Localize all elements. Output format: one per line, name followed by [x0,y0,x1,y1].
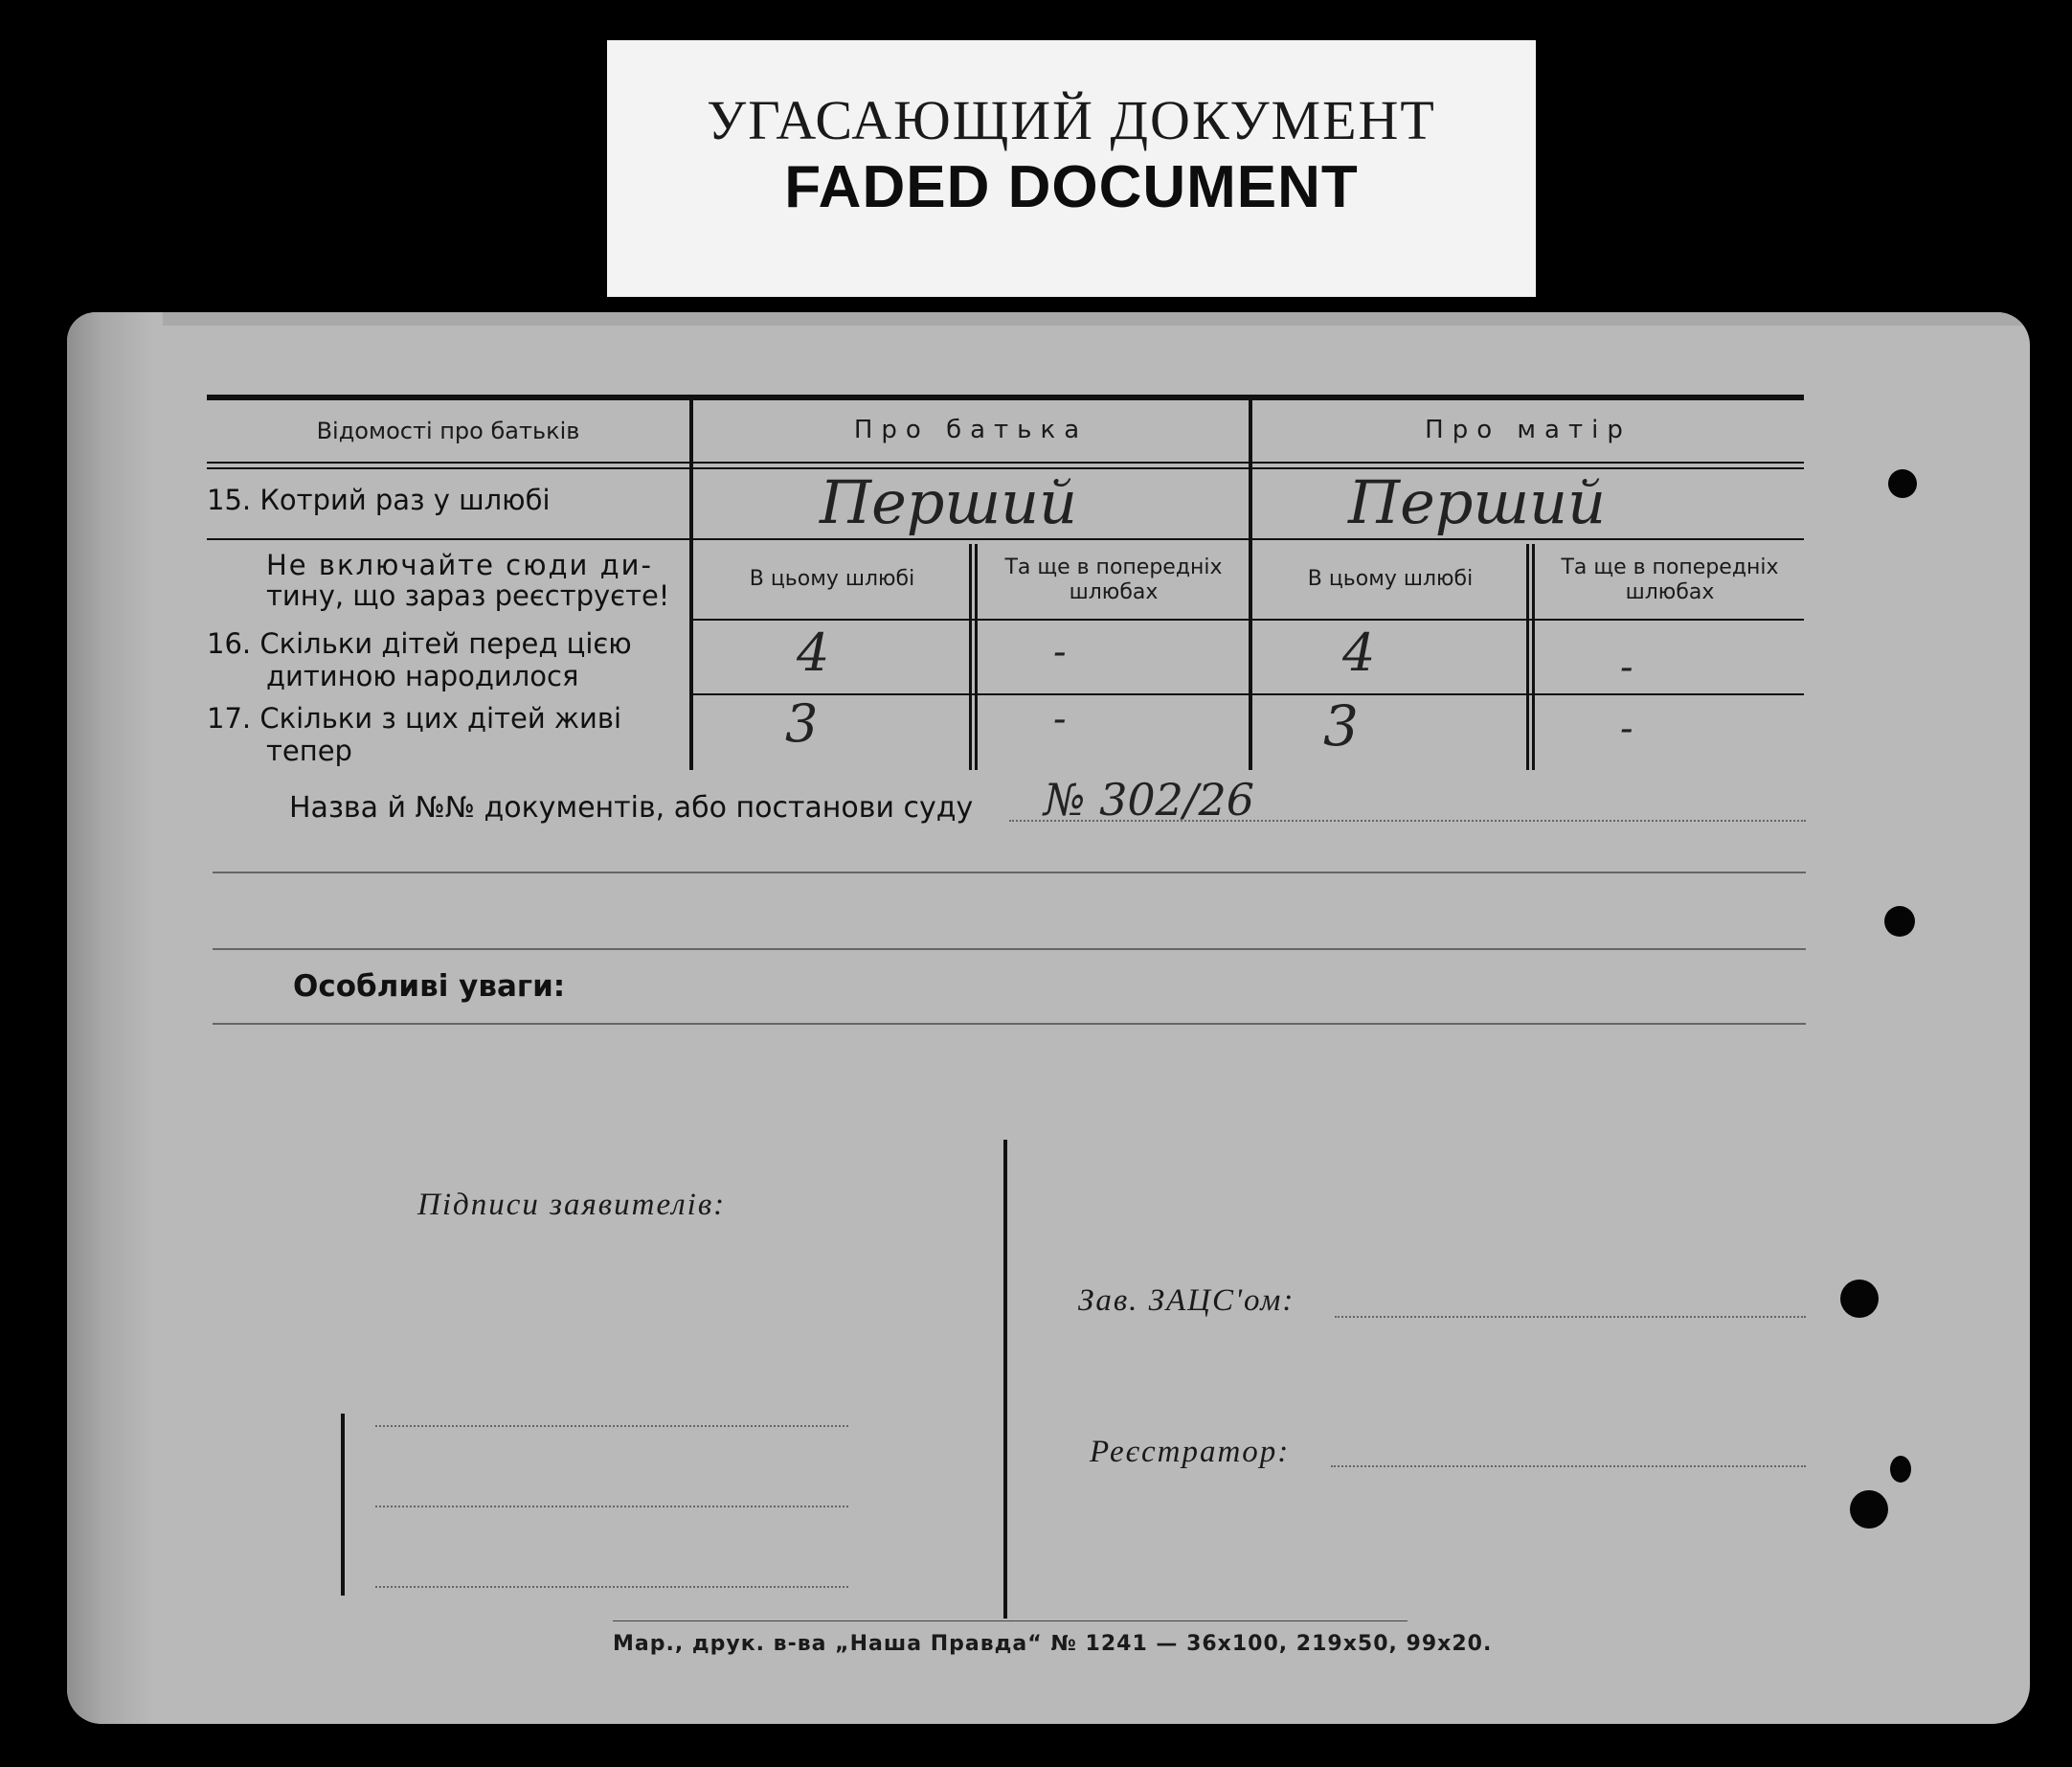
punch-hole [1884,906,1915,937]
punch-hole [1840,1280,1879,1318]
row15-father-value: Перший [820,467,1078,537]
row16-mother-prev: - [1620,646,1633,690]
printer-imprint: Мар., друк. в-ва „Наша Правда“ № 1241 — 36х100, 219х50, 99х20. [613,1632,1493,1656]
documents-label: Назва й №№ документів, або постанови суду [289,791,974,825]
row17-mother-this: 3 [1323,693,1359,759]
parents-info-table [207,391,1806,768]
row16-father-this: 4 [797,623,830,683]
paper-left-edge [67,312,153,1724]
head-of-registry-line [1335,1316,1806,1318]
subheader-father-prev-2: шлюбах [1069,580,1159,604]
row17-line1: 17. Скільки з цих дітей живі [207,702,622,735]
subheader-father-prev-1: Та ще в попередніх [1004,555,1223,579]
header-about-mother: Про матір [1425,416,1632,444]
registrar-line [1331,1465,1806,1467]
notes-line [213,1023,1806,1025]
blank-line [213,948,1806,950]
punch-hole [1850,1490,1888,1529]
row17-father-this: 3 [785,693,819,754]
row15-mother-value: Перший [1348,467,1607,537]
row16-line2: дитиною народилося [266,660,579,692]
archive-label-ru: УГАСАЮЩИЙ ДОКУМЕНТ [707,89,1436,151]
applicant-signature-line [375,1586,848,1588]
applicant-signature-line [375,1425,848,1427]
archive-label-en: FADED DOCUMENT [784,154,1359,220]
documents-value: № 302/26 [1044,774,1254,826]
signature-divider [1003,1140,1007,1619]
head-of-registry-label: Зав. ЗАЦС'ом: [1078,1283,1295,1318]
row16-mother-this: 4 [1342,623,1376,683]
punch-hole [1888,469,1917,498]
row16-father-prev: - [1053,630,1067,674]
row17-mother-prev: - [1620,707,1633,751]
header-parents-info: Відомості про батьків [316,418,580,444]
registrar-label: Реєстратор: [1090,1435,1291,1469]
notes-label: Особливі уваги: [293,969,566,1004]
row-note-line1: Не включайте сюди ди- [266,549,653,581]
row16-line1: 16. Скільки дітей перед цією [207,627,632,660]
documents-dotted-line [1009,820,1806,822]
paper-top-edge [163,312,2030,326]
row15-label: 15. Котрий раз у шлюбі [207,484,551,516]
row-note-line2: тину, що зараз реєструєте! [266,579,670,612]
archive-label-card [607,40,1536,297]
subheader-mother-this-marriage: В цьому шлюбі [1307,567,1474,591]
subheader-father-this-marriage: В цьому шлюбі [749,567,915,591]
applicants-bracket [341,1414,345,1596]
applicant-signature-line [375,1506,848,1507]
subheader-mother-prev-2: шлюбах [1625,580,1715,604]
row17-father-prev: - [1053,697,1067,741]
row17-line2: тепер [266,735,352,767]
printer-rule [613,1620,1408,1621]
subheader-mother-prev-1: Та ще в попередніх [1561,555,1779,579]
blank-line [213,872,1806,873]
applicants-signatures-label: Підписи заявителів: [417,1188,727,1222]
punch-hole [1890,1456,1911,1483]
header-about-father: Про батька [853,416,1089,444]
